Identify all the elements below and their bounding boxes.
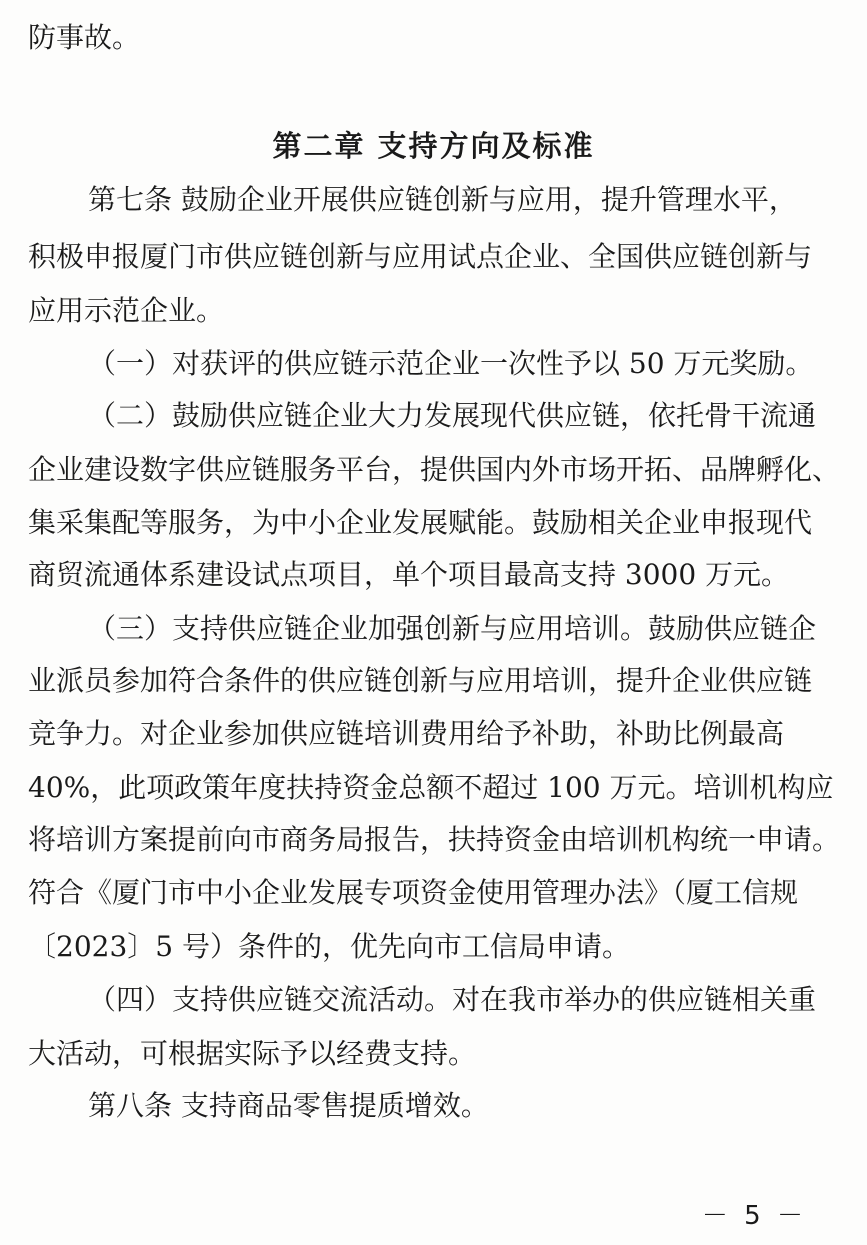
item-2-line-2: 企业建设数字供应链服务平台，提供国内外市场开拓、品牌孵化、: [28, 453, 841, 486]
item-2-line-3: 集采集配等服务，为中小企业发展赋能。鼓励相关企业申报现代: [28, 506, 813, 539]
item-3-line-4: 40%，此项政策年度扶持资金总额不超过 100 万元。培训机构应: [28, 771, 834, 804]
item-3-line-2: 业派员参加符合条件的供应链创新与应用培训，提升企业供应链: [28, 664, 813, 697]
item-1-line-1: （一）对获评的供应链示范企业一次性予以 50 万元奖励。: [88, 347, 814, 380]
item-3-line-3: 竞争力。对企业参加供应链培训费用给予补助，补助比例最高: [28, 717, 785, 750]
item-2-line-1: （二）鼓励供应链企业大力发展现代供应链，依托骨干流通: [88, 399, 817, 432]
article-7-line-1: 第七条 鼓励企业开展供应链创新与应用，提升管理水平，: [88, 183, 797, 216]
item-3-line-5: 将培训方案提前向市商务局报告，扶持资金由培训机构统一申请。: [28, 823, 841, 856]
article-7-line-3: 应用示范企业。: [28, 294, 225, 327]
chapter-heading: 第二章 支持方向及标准: [272, 129, 595, 163]
item-4-line-1: （四）支持供应链交流活动。对在我市举办的供应链相关重: [88, 983, 817, 1016]
item-3-line-1: （三）支持供应链企业加强创新与应用培训。鼓励供应链企: [88, 612, 817, 645]
page-number: － 5 －: [701, 1201, 807, 1231]
item-3-line-6: 符合《厦门市中小企业发展专项资金使用管理办法》（厦工信规: [28, 876, 799, 909]
article-8-line-1: 第八条 支持商品零售提质增效。: [88, 1089, 489, 1122]
text-line-previous-ending: 防事故。: [28, 21, 141, 54]
item-2-line-4: 商贸流通体系建设试点项目，单个项目最高支持 3000 万元。: [28, 558, 790, 591]
item-3-line-7: 〔2023〕5 号）条件的，优先向市工信局申请。: [28, 930, 630, 963]
article-7-line-2: 积极申报厦门市供应链创新与应用试点企业、全国供应链创新与: [28, 240, 813, 273]
item-4-line-2: 大活动，可根据实际予以经费支持。: [28, 1037, 477, 1070]
